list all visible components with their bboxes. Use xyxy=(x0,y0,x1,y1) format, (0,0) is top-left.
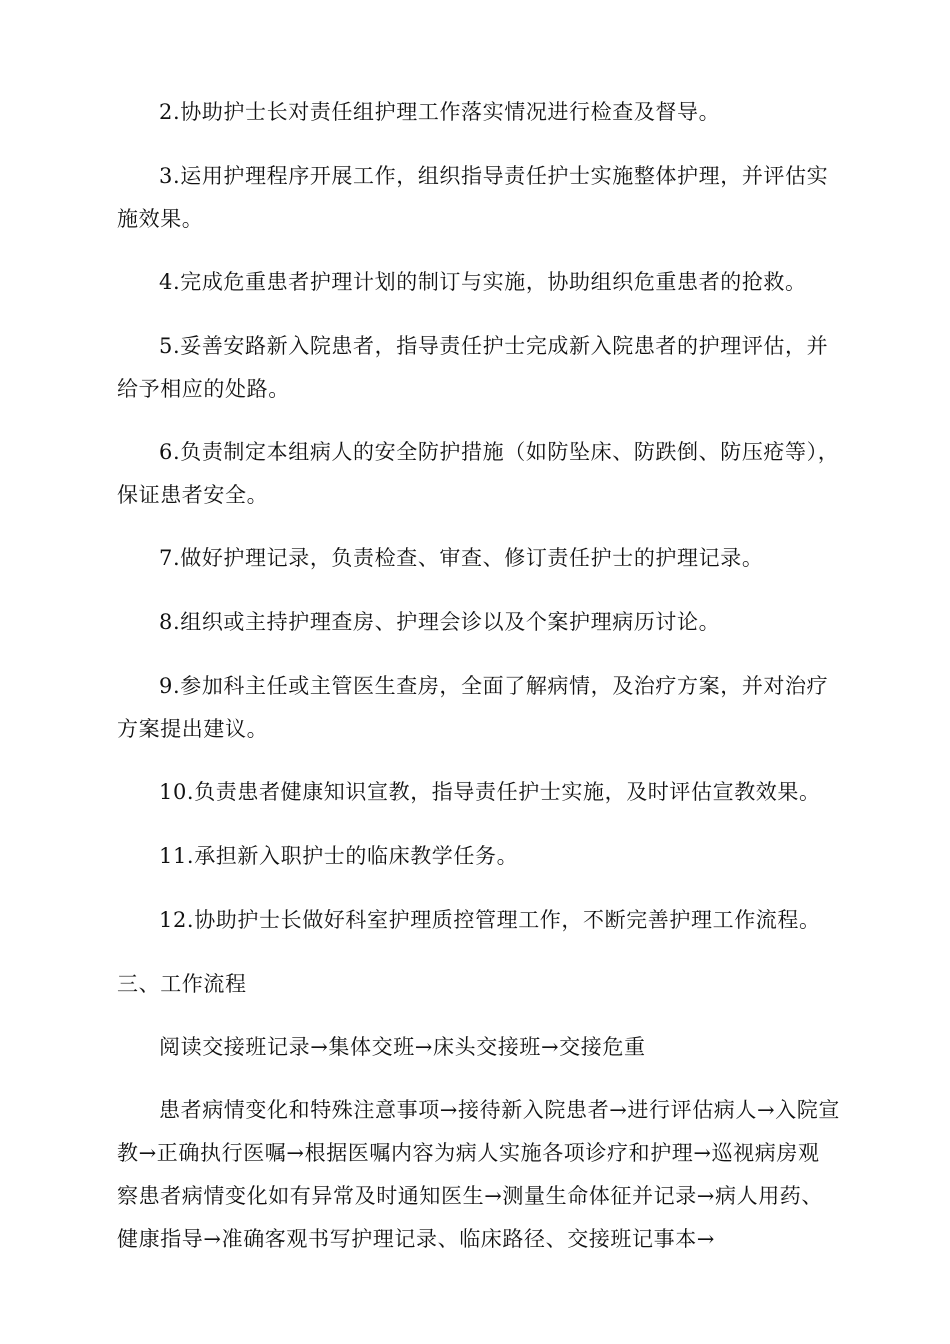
duty-item-5: 5.妥善安路新入院患者，指导责任护士完成新入院患者的护理评估，并给予相应的处路。 xyxy=(117,334,829,401)
duty-item-12: 12.协助护士长做好科室护理质控管理工作，不断完善护理工作流程。 xyxy=(159,908,821,932)
duty-item-7: 7.做好护理记录，负责检查、审查、修订责任护士的护理记录。 xyxy=(159,546,764,570)
duty-item-8: 8.组织或主持护理查房、护理会诊以及个案护理病历讨论。 xyxy=(159,610,721,634)
duty-item-4: 4.完成危重患者护理计划的制订与实施，协助组织危重患者的抢救。 xyxy=(159,270,807,294)
duty-item-6: 6.负责制定本组病人的安全防护措施（如防坠床、防跌倒、防压疮等），保证患者安全。 xyxy=(117,440,840,507)
document-body xyxy=(117,91,840,1281)
duty-item-11: 11.承担新入职护士的临床教学任务。 xyxy=(159,844,519,868)
workflow-line-2: 患者病情变化和特殊注意事项→接待新入院患者→进行评估病人→入院宣教→正确执行医嘱→根据医嘱内容为病人实施各项诊疗和护理→巡视病房观察患者病情变化如有异常及时通知医生→测量生命体征并记录→病人用药、健康指导→准确客观书写护理记录、临床路径、交接班记事本→ xyxy=(117,1098,840,1251)
duty-item-9: 9.参加科主任或主管医生查房，全面了解病情，及治疗方案，并对治疗方案提出建议。 xyxy=(117,674,829,741)
duty-item-10: 10.负责患者健康知识宣教，指导责任护士实施，及时评估宣教效果。 xyxy=(159,780,821,804)
duty-item-3: 3.运用护理程序开展工作，组织指导责任护士实施整体护理，并评估实施效果。 xyxy=(117,164,829,231)
workflow-line-1: 阅读交接班记录→集体交班→床头交接班→交接危重 xyxy=(159,1035,646,1059)
section-heading-workflow: 三、工作流程 xyxy=(117,972,247,996)
duty-item-2: 2.协助护士长对责任组护理工作落实情况进行检查及督导。 xyxy=(159,100,721,124)
